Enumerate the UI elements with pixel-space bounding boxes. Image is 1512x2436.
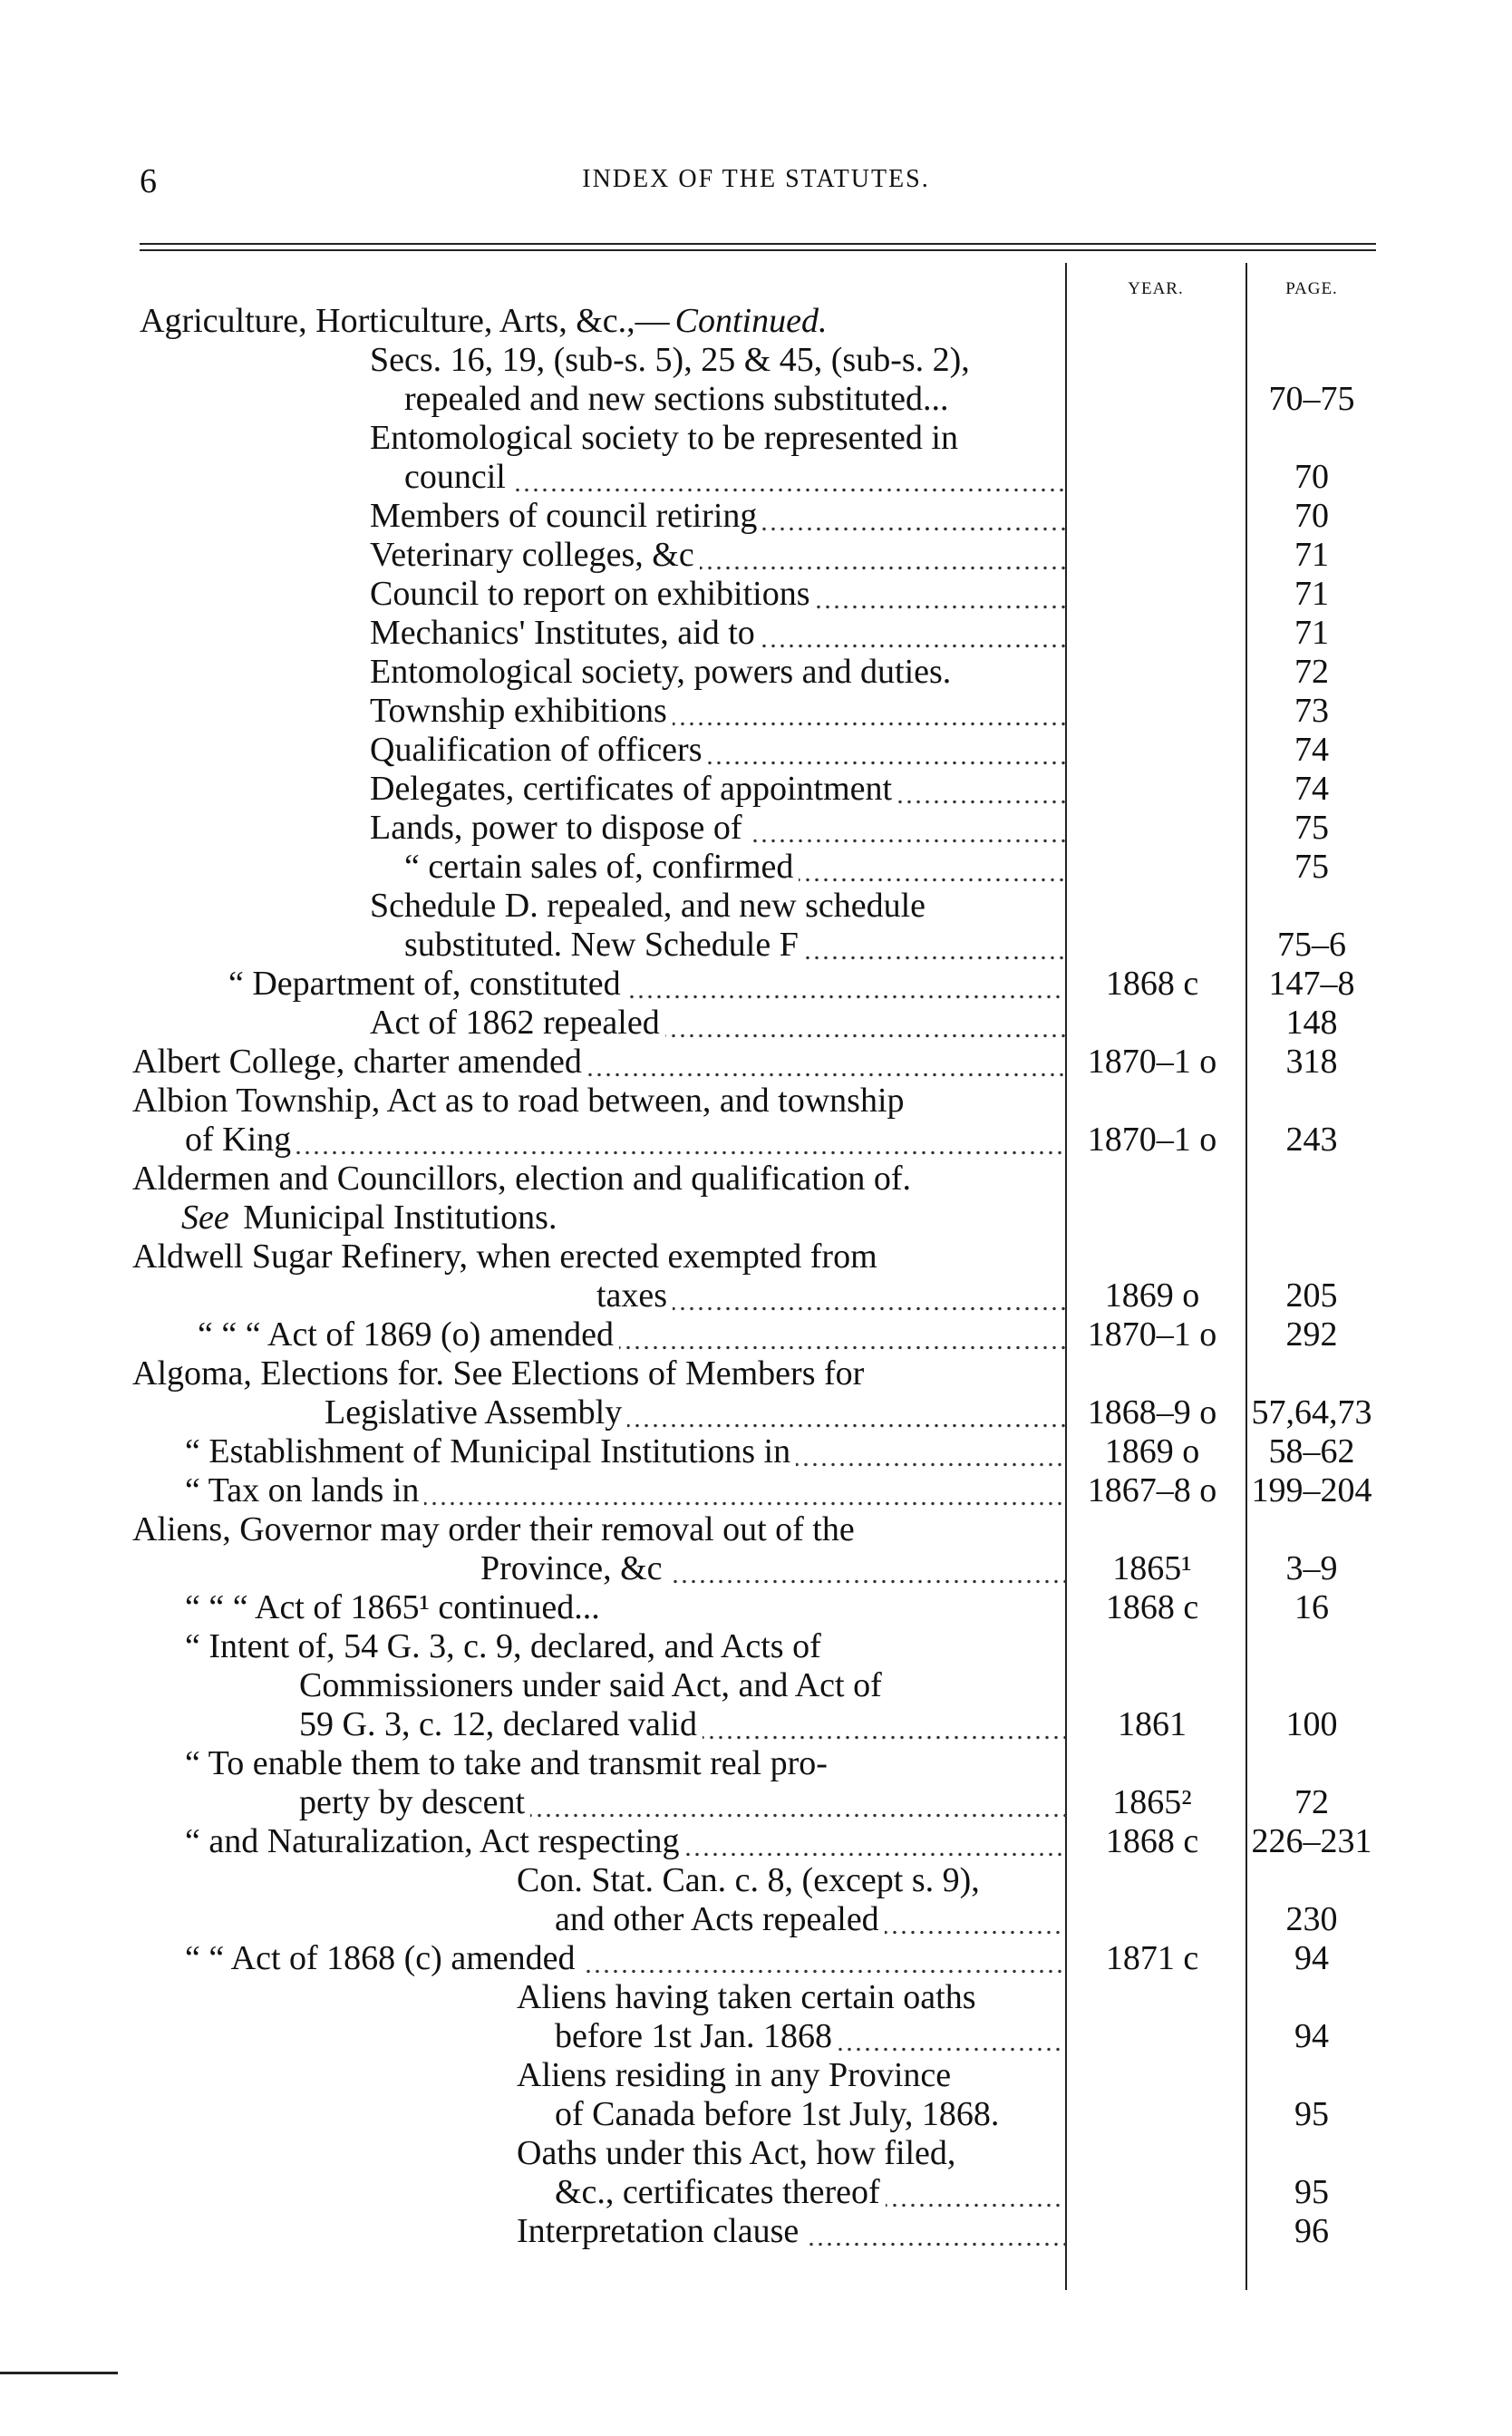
index-row-19 [0,1043,1512,1082]
index-row-44 [0,2017,1512,2056]
entry-text: Mechanics' Institutes, aid to [370,614,761,652]
entry-page: 70 [1294,458,1329,496]
entry-page: 3–9 [1285,1549,1338,1587]
entry-text: before 1st Jan. 1868 [555,2017,838,2055]
entry-year: 1870–1 o [1087,1315,1217,1354]
index-row-37 [0,1744,1512,1783]
entry-page: 226–231 [1251,1822,1372,1860]
index-row-30 [0,1471,1512,1510]
entry-page: 75 [1294,809,1329,847]
entry-text: repealed and new sections substituted... [404,380,954,418]
index-row-40 [0,1861,1512,1900]
entry-page: 94 [1294,2017,1329,2055]
entry-text: of Canada before 1st July, 1868. [555,2095,1004,2133]
header-rule-bottom [140,249,1376,251]
index-row-16 [0,926,1512,965]
entry-year: 1869 o [1104,1276,1200,1315]
index-row-36 [0,1705,1512,1744]
entry-text: Schedule D. repealed, and new schedule [370,887,931,925]
index-row-3 [0,419,1512,458]
index-row-12 [0,770,1512,809]
entry-page: 70–75 [1268,380,1355,418]
entry-page: 243 [1285,1121,1338,1159]
index-row-6 [0,536,1512,575]
entry-page: 96 [1294,2212,1329,2250]
entry-year: 1871 c [1105,1939,1199,1977]
see-label: See [181,1199,235,1237]
entry-year: 1868 c [1105,1588,1199,1626]
entry-text: Province, &c [480,1549,668,1587]
index-row-34 [0,1627,1512,1666]
entry-text: of King [185,1121,296,1159]
index-row-38 [0,1783,1512,1822]
entry-text: Township exhibitions [370,692,673,730]
index-row-39 [0,1822,1512,1861]
index-row-21 [0,1121,1512,1160]
index-row-45 [0,2056,1512,2095]
entry-page: 71 [1294,575,1329,613]
page-number: 6 [140,162,157,200]
entry-text: “ Tax on lands in [185,1471,424,1509]
index-row-13 [0,809,1512,848]
index-row-9 [0,653,1512,692]
entry-page: 72 [1294,1783,1329,1821]
entry-text: Aldermen and Councillors, election and qualification of. [132,1160,916,1198]
entry-page: 75–6 [1277,926,1346,964]
entry-page: 57,64,73 [1251,1393,1372,1432]
index-row-5 [0,497,1512,536]
entry-text: and other Acts repealed [555,1900,885,1938]
entry-text: Interpretation clause [517,2212,804,2250]
entry-text: 59 G. 3, c. 12, declared valid [299,1705,703,1743]
entry-page: 147–8 [1268,965,1355,1003]
entry-text: Con. Stat. Can. c. 8, (except s. 9), [517,1861,985,1899]
entry-year: 1868–9 o [1087,1393,1217,1432]
index-row-33 [0,1588,1512,1627]
index-row-17 [0,965,1512,1004]
entry-text: “ certain sales of, confirmed [404,848,799,886]
year-column-header: YEAR. [1128,279,1184,298]
entry-page: 75 [1294,848,1329,886]
entry-text: “ “ “ Act of 1865¹ continued... [185,1588,606,1626]
entry-text: Aliens residing in any Province [517,2056,956,2094]
index-row-28 [0,1393,1512,1432]
entry-text: Albion Township, Act as to road between, and township [132,1082,910,1120]
entry-page: 94 [1294,1939,1329,1977]
entry-text: Aliens, Governor may order their removal out of the [132,1510,860,1548]
entry-page: 148 [1285,1004,1338,1042]
entry-text: Lands, power to dispose of [370,809,748,847]
entry-text: “ Establishment of Municipal Institutions in [185,1432,796,1470]
entry-text: “ “ Act of 1868 (c) amended [185,1939,581,1977]
entry-text: Commissioners under said Act, and Act of [299,1666,887,1704]
index-row-31 [0,1510,1512,1549]
index-row-26 [0,1315,1512,1354]
entry-text: Secs. 16, 19, (sub-s. 5), 25 & 45, (sub-s. 2), [370,341,975,379]
entry-page: 74 [1294,770,1329,808]
entry-text: Veterinary colleges, &c [370,536,700,574]
entry-page: 70 [1294,497,1329,535]
index-row-25 [0,1276,1512,1315]
entry-text: Members of council retiring [370,497,762,535]
index-row-43 [0,1978,1512,2017]
index-row-10 [0,692,1512,731]
index-row-22 [0,1160,1512,1199]
index-row-8 [0,614,1512,653]
entry-year: 1870–1 o [1087,1043,1217,1081]
entry-year: 1861 [1118,1705,1187,1743]
entry-page: 74 [1294,731,1329,769]
index-row-23 [0,1199,1512,1237]
entry-year: 1869 o [1104,1432,1200,1470]
index-row-42 [0,1939,1512,1978]
entry-text: Oaths under this Act, how filed, [517,2134,961,2172]
entry-page: 16 [1294,1588,1329,1626]
footer-rule [0,2372,118,2374]
entry-text: Qualification of officers [370,731,708,769]
entry-text: Entomological society, powers and duties. [370,653,956,691]
entry-page: 100 [1285,1705,1338,1743]
entry-year: 1868 c [1105,1822,1199,1860]
index-row-32 [0,1549,1512,1588]
index-row-18 [0,1004,1512,1043]
entry-text: &c., certificates thereof [555,2173,886,2211]
entry-page: 71 [1294,614,1329,652]
index-row-4 [0,458,1512,497]
entry-year: 1868 c [1105,965,1199,1003]
entry-page: 230 [1285,1900,1338,1938]
entry-text: Legislative Assembly [325,1393,627,1432]
entry-year: 1870–1 o [1087,1121,1217,1159]
index-row-20 [0,1082,1512,1121]
index-row-47 [0,2134,1512,2173]
entry-year: 1867–8 o [1087,1471,1217,1509]
index-row-27 [0,1354,1512,1393]
index-row-14 [0,848,1512,887]
page-column-header: PAGE. [1285,279,1338,298]
entry-text: “ Intent of, 54 G. 3, c. 9, declared, and Acts of [185,1627,827,1665]
index-row-7 [0,575,1512,614]
entry-page: 292 [1285,1315,1338,1354]
index-row-24 [0,1237,1512,1276]
index-row-0 [0,302,1512,341]
entry-text: Council to report on exhibitions [370,575,816,613]
entry-text: council [404,458,511,496]
index-row-2 [0,380,1512,419]
entry-page: 95 [1294,2095,1329,2133]
entry-text: “ and Naturalization, Act respecting [185,1822,685,1860]
entry-text: Aldwell Sugar Refinery, when erected exempted from [132,1237,883,1276]
entry-text: “ Department of, constituted [228,965,626,1003]
running-header [0,161,1512,207]
entry-text: Albert College, charter amended [132,1043,587,1081]
entry-page: 205 [1285,1276,1338,1315]
header-rule-top [140,243,1376,245]
entry-text: “ “ “ Act of 1869 (o) amended [198,1315,619,1354]
index-row-29 [0,1432,1512,1471]
index-row-49 [0,2212,1512,2251]
index-row-15 [0,887,1512,926]
entry-page: 73 [1294,692,1329,730]
entry-text: substituted. New Schedule F [404,926,804,964]
entry-page: 95 [1294,2173,1329,2211]
entry-page: 58–62 [1268,1432,1355,1470]
entry-text: Algoma, Elections for. See Elections of Members for [132,1354,869,1393]
page-title: INDEX OF THE STATUTES. [582,165,930,193]
entry-page: 71 [1294,536,1329,574]
entry-text: perty by descent [299,1783,530,1821]
entry-text: “ To enable them to take and transmit real pro- [185,1744,833,1782]
index-row-46 [0,2095,1512,2134]
entry-text: Municipal Institutions. [243,1199,562,1237]
entry-text: Agriculture, Horticulture, Arts, &c.,— [140,302,675,340]
index-row-35 [0,1666,1512,1705]
entry-text: taxes [596,1276,673,1315]
index-row-11 [0,731,1512,770]
entry-text: Delegates, certificates of appointment [370,770,897,808]
index-row-48 [0,2173,1512,2212]
index-row-41 [0,1900,1512,1939]
continued-label: Continued. [675,302,833,340]
entry-page: 72 [1294,653,1329,691]
entry-page: 318 [1285,1043,1338,1081]
index-row-1 [0,341,1512,380]
entry-year: 1865² [1112,1783,1192,1821]
entry-page: 199–204 [1251,1471,1372,1509]
entry-text: Entomological society to be represented in [370,419,964,457]
entry-text: Act of 1862 repealed [370,1004,665,1042]
entry-text: Aliens having taken certain oaths [517,1978,982,2016]
entry-year: 1865¹ [1112,1549,1192,1587]
